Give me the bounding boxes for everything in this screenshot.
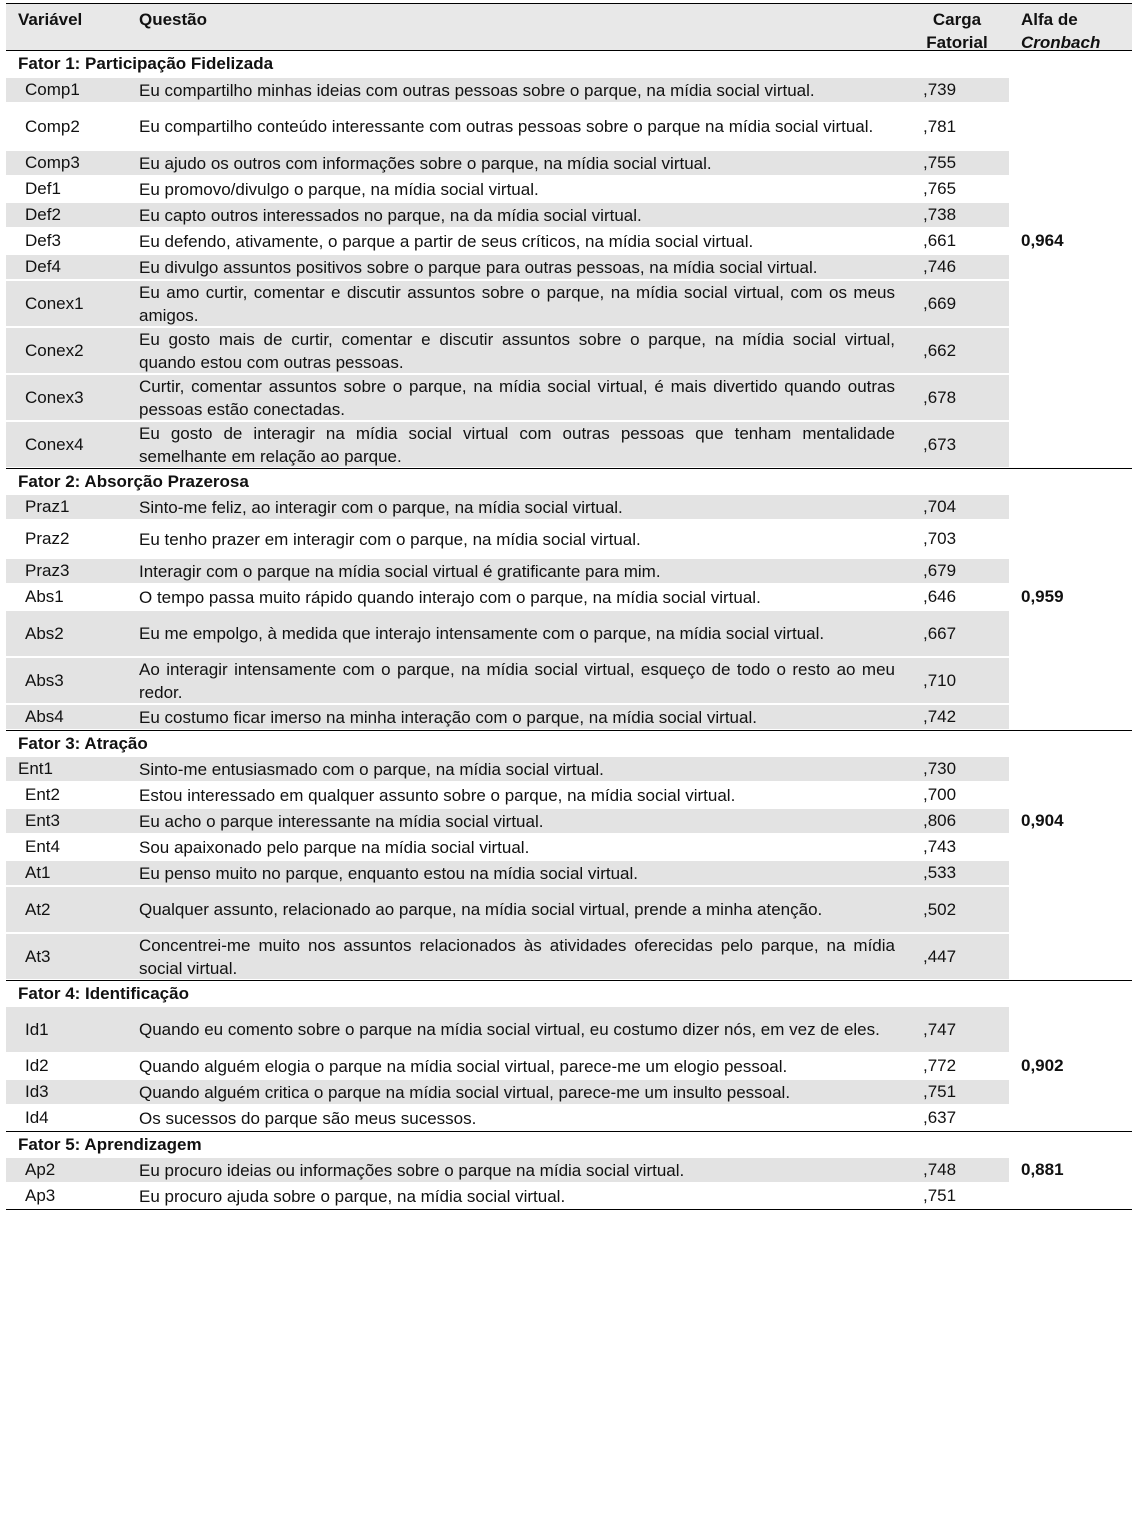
question-text: Eu me empolgo, à medida que interajo intensamente com o parque, na mídia social virtual.	[139, 624, 825, 643]
table-row	[6, 494, 1132, 520]
factor-loading: ,781	[923, 116, 957, 136]
table-row	[6, 704, 1132, 730]
table-row	[6, 886, 1132, 933]
factor-title: Fator 2: Absorção Prazerosa	[18, 472, 249, 491]
factor-items	[6, 1157, 1132, 1209]
table-row	[6, 834, 1132, 860]
question-text: Eu capto outros interessados no parque, na da mídia social virtual.	[139, 205, 642, 225]
factor-loading: ,667	[923, 623, 957, 643]
factor-loading: ,678	[923, 387, 957, 407]
variable-code: Id3	[25, 1082, 49, 1101]
factor-title: Fator 4: Identificação	[18, 984, 189, 1003]
factor-loading: ,533	[923, 863, 957, 882]
table-row	[6, 1053, 1132, 1079]
factor-loading: ,710	[923, 670, 957, 690]
factor-heading	[6, 51, 1132, 77]
question-text: Eu ajudo os outros com informações sobre o parque, na mídia social virtual.	[139, 153, 712, 173]
question-text: Sinto-me entusiasmado com o parque, na mídia social virtual.	[139, 759, 604, 779]
factor-heading	[6, 980, 1132, 1006]
question-text: Eu amo curtir, comentar e discutir assuntos sobre o parque, na mídia social virtual, com os meus amigos.	[139, 282, 895, 325]
factor-title: Fator 1: Participação Fidelizada	[18, 54, 274, 73]
cronbach-alpha: 0,964	[1021, 231, 1064, 250]
variable-code: Def3	[25, 231, 61, 250]
table-row	[6, 202, 1132, 228]
factor-loading: ,747	[923, 1019, 957, 1039]
table-row	[6, 520, 1132, 558]
question-text: Eu defendo, ativamente, o parque a partir de seus críticos, na mídia social virtual.	[139, 231, 754, 251]
variable-code: At3	[25, 946, 51, 966]
factor-loading: ,637	[923, 1108, 957, 1127]
variable-code: Abs2	[25, 623, 64, 643]
variable-code: Id1	[25, 1019, 49, 1039]
question-text: Quando alguém elogia o parque na mídia social virtual, parece-me um elogio pessoal.	[139, 1056, 788, 1076]
table-row	[6, 1183, 1132, 1209]
factor-loading: ,748	[923, 1160, 957, 1179]
table-row	[6, 1079, 1132, 1105]
table-row	[6, 228, 1132, 254]
variable-code: Comp1	[25, 80, 80, 99]
table-row	[6, 860, 1132, 886]
factor-loading: ,755	[923, 153, 957, 172]
variable-code: Conex3	[25, 387, 84, 407]
table-row	[6, 610, 1132, 657]
variable-code: Comp2	[25, 116, 80, 136]
variable-code: Def1	[25, 179, 61, 198]
cronbach-alpha: 0,959	[1021, 587, 1064, 606]
factor-loading: ,765	[923, 179, 957, 198]
factor-loading: ,742	[923, 707, 957, 726]
table-header	[6, 3, 1132, 51]
factor-loading: ,739	[923, 80, 957, 99]
factor-heading	[6, 468, 1132, 494]
variable-code: Ap2	[25, 1160, 56, 1179]
factor-loading: ,703	[923, 529, 957, 548]
question-text: Os sucessos do parque são meus sucessos.	[139, 1108, 477, 1128]
question-text: O tempo passa muito rápido quando interajo com o parque, na mídia social virtual.	[139, 587, 761, 607]
variable-code: Id4	[25, 1108, 49, 1127]
factor-heading	[6, 730, 1132, 756]
table-row	[6, 374, 1132, 421]
question-text: Eu tenho prazer em interagir com o parque, na mídia social virtual.	[139, 529, 641, 549]
table-row	[6, 421, 1132, 468]
variable-code: Praz3	[25, 561, 70, 580]
table-body	[6, 51, 1132, 1209]
question-text: Qualquer assunto, relacionado ao parque, na mídia social virtual, prende a minha atenção.	[139, 900, 823, 919]
question-text: Interagir com o parque na mídia social virtual é gratificante para mim.	[139, 561, 661, 581]
table-row	[6, 1105, 1132, 1131]
question-text: Estou interessado em qualquer assunto sobre o parque, na mídia social virtual.	[139, 785, 736, 805]
factor-title: Fator 3: Atração	[18, 734, 148, 753]
cronbach-alpha: 0,881	[1021, 1160, 1064, 1179]
question-text: Sinto-me feliz, ao interagir com o parque, na mídia social virtual.	[139, 497, 623, 517]
cronbach-alpha: 0,902	[1021, 1056, 1064, 1075]
table-bottom-rule	[6, 1209, 1132, 1210]
table-row	[6, 933, 1132, 980]
table-row	[6, 254, 1132, 280]
table-row	[6, 327, 1132, 374]
variable-code: Def2	[25, 205, 61, 224]
question-text: Eu compartilho minhas ideias com outras pessoas sobre o parque, na mídia social virtual.	[139, 80, 815, 100]
variable-code: Abs1	[25, 587, 64, 606]
question-text: Eu gosto de interagir na mídia social virtual com outras pessoas que tenham mentalidade semelhante em relação ao parque.	[139, 423, 895, 466]
factor-title: Fator 5: Aprendizagem	[18, 1135, 202, 1154]
factor-loading: ,704	[923, 497, 957, 516]
question-text: Eu acho o parque interessante na mídia social virtual.	[139, 811, 544, 831]
cronbach-alpha: 0,904	[1021, 811, 1064, 830]
question-text: Eu divulgo assuntos positivos sobre o parque para outras pessoas, na mídia social virtual.	[139, 257, 818, 277]
header-loading: Carga Fatorial	[926, 10, 988, 52]
factor-loading: ,738	[923, 205, 957, 224]
variable-code: Praz2	[25, 529, 70, 548]
factor-loading: ,646	[923, 587, 957, 606]
variable-code: Conex1	[25, 293, 84, 313]
table-row	[6, 176, 1132, 202]
question-text: Eu procuro ajuda sobre o parque, na mídia social virtual.	[139, 1186, 566, 1206]
factor-loading: ,806	[923, 811, 957, 830]
factor-loading: ,751	[923, 1186, 957, 1205]
factor-items	[6, 756, 1132, 980]
table-row	[6, 150, 1132, 176]
question-text: Quando eu comento sobre o parque na mídia social virtual, eu costumo dizer nós, em vez de eles.	[139, 1020, 880, 1039]
factor-loading: ,661	[923, 231, 957, 250]
variable-code: Ent3	[25, 811, 60, 830]
factor-loading: ,669	[923, 293, 957, 313]
question-text: Concentrei-me muito nos assuntos relacionados às atividades oferecidas pelo parque, na mídia social virtual.	[139, 935, 895, 978]
factor-loading: ,502	[923, 899, 957, 919]
question-text: Curtir, comentar assuntos sobre o parque, na mídia social virtual, é mais divertido quando outras pessoas estão conectadas.	[139, 376, 895, 419]
question-text: Ao interagir intensamente com o parque, na mídia social virtual, esqueço de todo o resto ao meu redor.	[139, 659, 895, 702]
factor-loading: ,700	[923, 785, 957, 804]
table-row	[6, 1006, 1132, 1053]
variable-code: At1	[25, 863, 51, 882]
variable-code: Praz1	[25, 497, 70, 516]
factor-loading: ,679	[923, 561, 957, 580]
variable-code: Abs3	[25, 670, 64, 690]
table-row	[6, 782, 1132, 808]
variable-code: Def4	[25, 257, 61, 276]
table-row	[6, 280, 1132, 327]
variable-code: At2	[25, 899, 51, 919]
factor-loading: ,743	[923, 837, 957, 856]
question-text: Sou apaixonado pelo parque na mídia social virtual.	[139, 837, 530, 857]
question-text: Eu penso muito no parque, enquanto estou na mídia social virtual.	[139, 863, 638, 883]
question-text: Eu compartilho conteúdo interessante com outras pessoas sobre o parque na mídia social virtual.	[139, 117, 874, 136]
table-row	[6, 808, 1132, 834]
table-row	[6, 1157, 1132, 1183]
variable-code: Id2	[25, 1056, 49, 1075]
variable-code: Conex4	[25, 434, 84, 454]
variable-code: Conex2	[25, 340, 84, 360]
header-alpha: Alfa de Cronbach	[1021, 10, 1101, 52]
factor-loading: ,447	[923, 946, 957, 966]
table-row	[6, 584, 1132, 610]
variable-code: Ent1	[18, 759, 53, 778]
factor-loading: ,746	[923, 257, 957, 276]
table-row	[6, 756, 1132, 782]
variable-code: Ent4	[25, 837, 60, 856]
variable-code: Abs4	[25, 707, 64, 726]
question-text: Eu gosto mais de curtir, comentar e discutir assuntos sobre o parque, na mídia social virtual, quando estou com outras pessoas.	[139, 329, 895, 372]
factor-loading: ,751	[923, 1082, 957, 1101]
factor-heading	[6, 1131, 1132, 1157]
table-row	[6, 657, 1132, 704]
factor-loading: ,673	[923, 434, 957, 454]
factor-loadings-table	[6, 3, 1132, 1210]
table-row	[6, 558, 1132, 584]
header-question: Questão	[139, 10, 208, 29]
factor-items	[6, 1006, 1132, 1131]
variable-code: Ap3	[25, 1186, 56, 1205]
variable-code: Comp3	[25, 153, 80, 172]
factor-items	[6, 494, 1132, 730]
variable-code: Ent2	[25, 785, 60, 804]
question-text: Eu promovo/divulgo o parque, na mídia social virtual.	[139, 179, 539, 199]
question-text: Eu procuro ideias ou informações sobre o parque na mídia social virtual.	[139, 1160, 685, 1180]
factor-items	[6, 77, 1132, 468]
table-row	[6, 103, 1132, 150]
factor-loading: ,772	[923, 1056, 957, 1075]
factor-loading: ,662	[923, 340, 957, 360]
question-text: Eu costumo ficar imerso na minha interação com o parque, na mídia social virtual.	[139, 707, 757, 727]
table-row	[6, 77, 1132, 103]
header-variable: Variável	[18, 10, 83, 29]
question-text: Quando alguém critica o parque na mídia social virtual, parece-me um insulto pessoal.	[139, 1082, 791, 1102]
factor-loading: ,730	[923, 759, 957, 778]
